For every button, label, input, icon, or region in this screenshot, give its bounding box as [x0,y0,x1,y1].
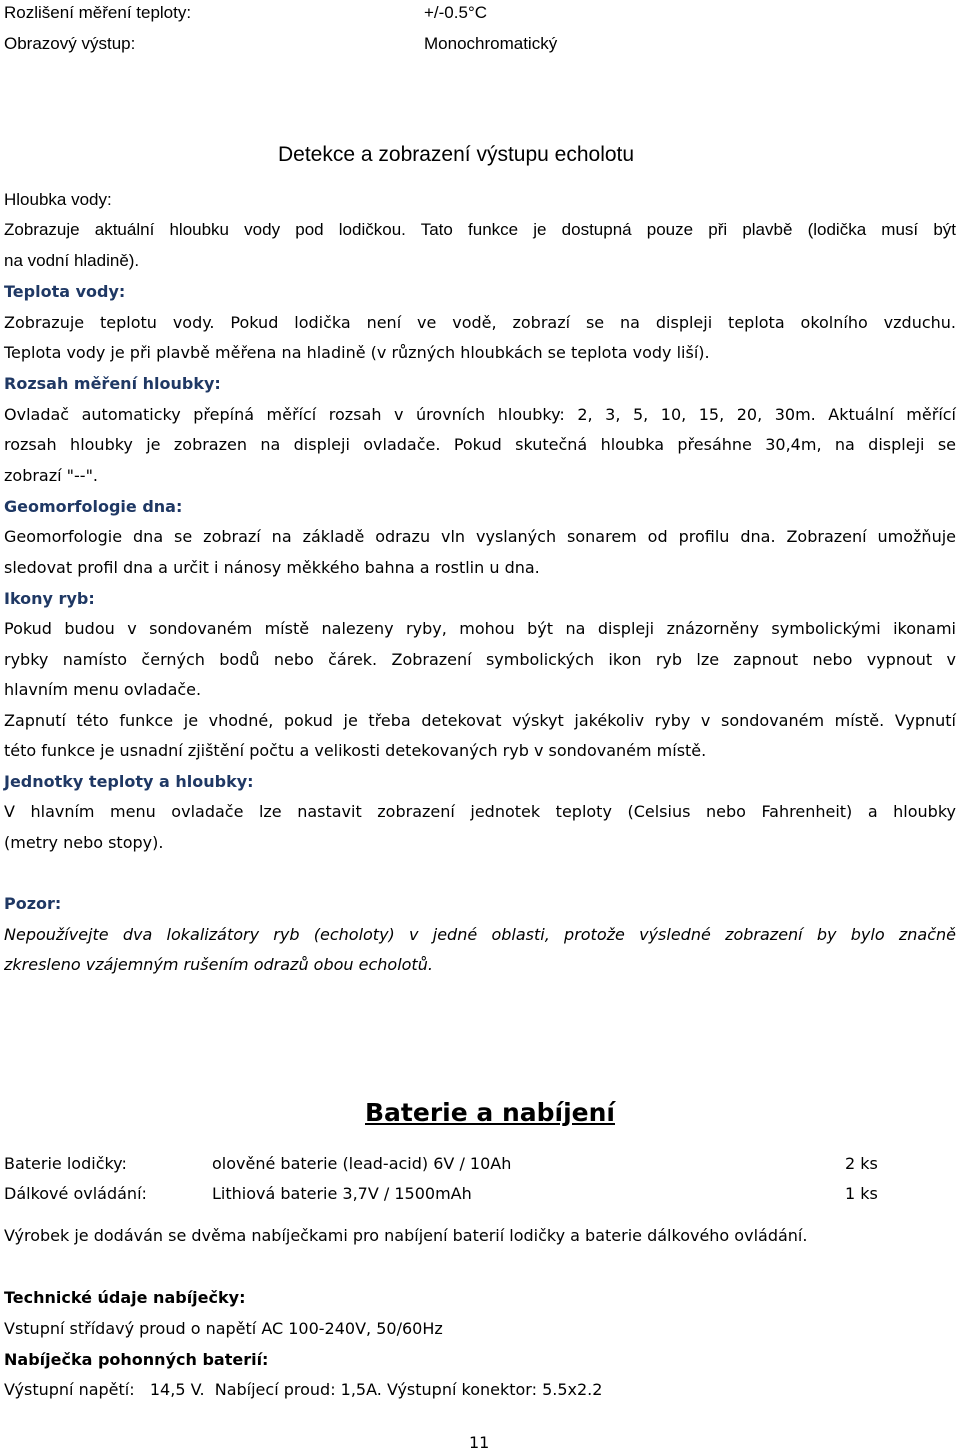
paragraph-fish-line3: hlavním menu ovladače. [4,680,202,699]
paragraph-temp-line2: Teplota vody je při plavbě měřena na hladině (v různých hloubkách se teplota vody liší). [4,343,710,362]
spec-label-resolution: Rozlišení měření teploty: [4,3,192,22]
paragraph-geo-line2: sledovat profil dna a určit i nánosy měkkého bahna a rostlin u dna. [4,558,540,577]
paragraph-fish-line1: Pokud budou v sondovaném místě nalezeny ryby, mohou být na displeji znázorněny symbolickými ikonami [4,619,956,638]
paragraph-depth-line2: na vodní hladině). [4,251,140,270]
battery-type-remote: Lithiová baterie 3,7V / 1500mAh [212,1184,472,1203]
paragraph-warning-line2: zkresleno vzájemným rušením odrazů obou echolotů. [4,955,433,974]
charger-input: Vstupní střídavý proud o napětí AC 100-240V, 50/60Hz [4,1319,443,1338]
section-title-battery: Baterie a nabíjení [365,1098,615,1127]
spec-value-output: Monochromatický [424,34,558,53]
paragraph-units-line2: (metry nebo stopy). [4,833,164,852]
battery-qty-remote: 1 ks [845,1184,878,1203]
paragraph-range-line3: zobrazí "--". [4,466,99,485]
drive-charger-output: Výstupní napětí: 14,5 V. Nabíjecí proud: 1,5A. Výstupní konektor: 5.5x2.2 [4,1380,603,1399]
battery-label-boat: Baterie lodičky: [4,1154,127,1173]
paragraph-range-line1: Ovladač automaticky přepíná měřící rozsah v úrovních hloubky: 2, 3, 5, 10, 15, 20, 30m. Aktuální měřící [4,405,956,424]
paragraph-units-line1: V hlavním menu ovladače lze nastavit zobrazení jednotek teploty (Celsius nebo Fahrenheit) a hloubky [4,802,956,821]
battery-label-remote: Dálkové ovládání: [4,1184,147,1203]
heading-temp: Teplota vody: [4,282,126,301]
battery-type-boat: olověné baterie (lead-acid) 6V / 10Ah [212,1154,512,1173]
paragraph-temp-line1: Zobrazuje teplotu vody. Pokud lodička není ve vodě, zobrazí se na displeji teplota okolního vzduchu. [4,313,956,332]
spec-value-resolution: +/-0.5°C [424,3,488,22]
heading-units: Jednotky teploty a hloubky: [4,772,254,791]
paragraph-fish-line2: rybky namísto černých bodů nebo čárek. Zobrazení symbolických ikon ryb lze zapnout nebo vypnout v [4,650,956,669]
paragraph-warning-line1: Nepoužívejte dva lokalizátory ryb (echoloty) v jedné oblasti, protože výsledné zobrazení by bylo značně [4,925,956,944]
heading-fish: Ikony ryb: [4,589,95,608]
paragraph-fish-line5: této funkce je usnadní zjištění počtu a velikosti detekovaných ryb v sondovaném místě. [4,741,707,760]
paragraph-fish-line4: Zapnutí této funkce je vhodné, pokud je třeba detekovat výskyt jakékoliv ryby v sondovaném místě. Vypnutí [4,711,956,730]
heading-range: Rozsah měření hloubky: [4,374,221,393]
paragraph-range-line2: rozsah hloubky je zobrazen na displeji ovladače. Pokud skutečná hloubka přesáhne 30,4m, na displeji se [4,435,956,454]
heading-drive-charger: Nabíječka pohonných baterií: [4,1350,269,1369]
section-title-echolot: Detekce a zobrazení výstupu echolotu [278,143,635,166]
paragraph-geo-line1: Geomorfologie dna se zobrazí na základě odrazu vln vyslaných sonarem od profilu dna. Zobrazení umožňuje [4,527,956,546]
heading-depth: Hloubka vody: [4,190,112,209]
battery-qty-boat: 2 ks [845,1154,878,1173]
heading-geo: Geomorfologie dna: [4,497,183,516]
spec-label-output: Obrazový výstup: [4,34,136,53]
heading-warning: Pozor: [4,894,62,913]
paragraph-depth-line1: Zobrazuje aktuální hloubku vody pod lodičkou. Tato funkce je dostupná pouze při plavbě (lodička musí být [4,220,956,239]
page-number: 11 [469,1433,490,1452]
battery-note: Výrobek je dodáván se dvěma nabíječkami pro nabíjení baterií lodičky a baterie dálkového ovládání. [4,1226,808,1245]
heading-charger: Technické údaje nabíječky: [4,1288,246,1307]
